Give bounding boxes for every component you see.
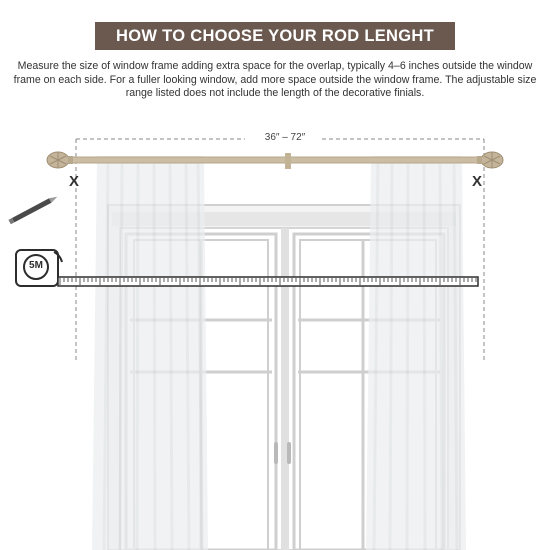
pencil-icon	[8, 195, 58, 225]
right-door-handle	[287, 442, 291, 464]
left-curtain	[92, 156, 208, 550]
measurement-range-label: 36″ – 72″	[250, 132, 320, 143]
right-curtain	[366, 156, 466, 550]
right-finial	[477, 152, 503, 168]
left-measure-marker: X	[69, 173, 80, 190]
measuring-tape	[58, 277, 478, 286]
page-title: HOW TO CHOOSE YOUR ROD LENGHT	[95, 22, 455, 50]
tape-size-label: 5M	[29, 260, 43, 271]
left-door-handle	[274, 442, 278, 464]
right-measure-marker: X	[472, 173, 483, 190]
left-finial	[47, 152, 73, 168]
instructions-text: Measure the size of window frame adding extra space for the overlap, typically 4–6 inches outside the window frame on each side. For a fuller looking window, add more space outside the window frame. The adjustable size range listed does not include the length of the decorative finials.	[13, 60, 537, 100]
